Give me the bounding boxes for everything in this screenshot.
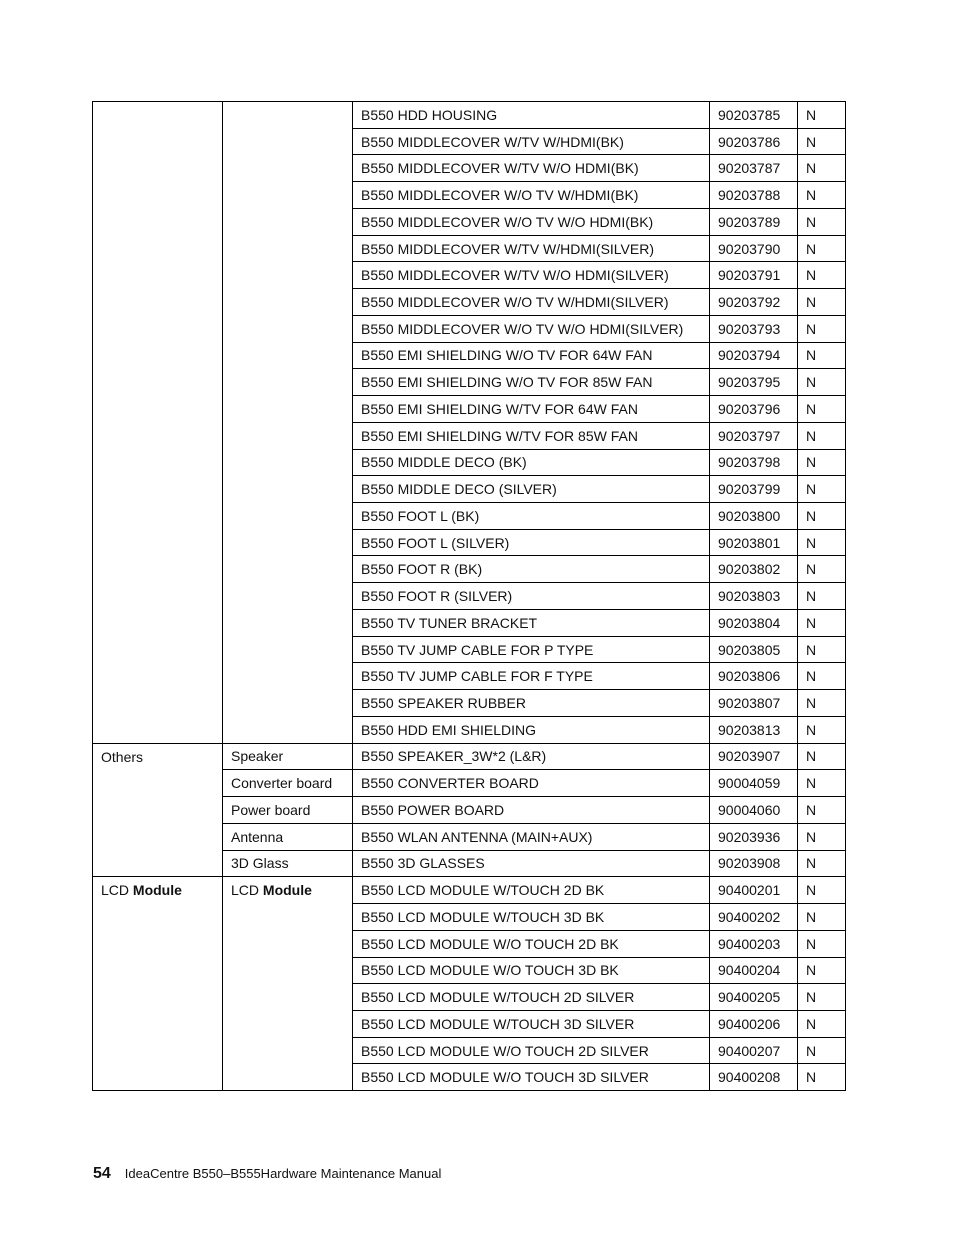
part-description: B550 MIDDLECOVER W/TV W/HDMI(SILVER) <box>353 235 710 262</box>
part-number: 90203804 <box>710 609 798 636</box>
part-description: B550 LCD MODULE W/TOUCH 2D SILVER <box>353 984 710 1011</box>
part-flag: N <box>798 1010 846 1037</box>
part-number: 90400207 <box>710 1037 798 1064</box>
page-number: 54 <box>93 1165 111 1182</box>
part-description: B550 MIDDLECOVER W/O TV W/HDMI(BK) <box>353 182 710 209</box>
category-cell <box>93 877 223 1091</box>
part-description: B550 SPEAKER RUBBER <box>353 690 710 717</box>
part-number: 90203805 <box>710 636 798 663</box>
part-description: B550 3D GLASSES <box>353 850 710 877</box>
part-description: B550 FOOT L (SILVER) <box>353 529 710 556</box>
part-number: 90203789 <box>710 208 798 235</box>
part-number: 90203790 <box>710 235 798 262</box>
part-description: B550 FOOT L (BK) <box>353 503 710 530</box>
manual-title: IdeaCentre B550–B555Hardware Maintenance Manual <box>124 1166 442 1181</box>
part-flag: N <box>798 102 846 129</box>
part-description: B550 FOOT R (SILVER) <box>353 583 710 610</box>
part-description: B550 MIDDLECOVER W/O TV W/HDMI(SILVER) <box>353 289 710 316</box>
part-description: B550 MIDDLECOVER W/O TV W/O HDMI(BK) <box>353 208 710 235</box>
part-number: 90203794 <box>710 342 798 369</box>
part-number: 90203806 <box>710 663 798 690</box>
part-description: B550 MIDDLECOVER W/O TV W/O HDMI(SILVER) <box>353 315 710 342</box>
part-number: 90400208 <box>710 1064 798 1091</box>
subcategory-cell: Converter board <box>223 770 353 797</box>
part-number: 90203796 <box>710 396 798 423</box>
part-flag: N <box>798 503 846 530</box>
part-number: 90203801 <box>710 529 798 556</box>
part-description: B550 LCD MODULE W/TOUCH 3D SILVER <box>353 1010 710 1037</box>
part-description: B550 TV JUMP CABLE FOR P TYPE <box>353 636 710 663</box>
part-description: B550 TV TUNER BRACKET <box>353 609 710 636</box>
part-number: 90203795 <box>710 369 798 396</box>
part-flag: N <box>798 1064 846 1091</box>
part-flag: N <box>798 690 846 717</box>
part-description: B550 POWER BOARD <box>353 797 710 824</box>
subcategory-cell: 3D Glass <box>223 850 353 877</box>
part-flag: N <box>798 128 846 155</box>
part-description: B550 HDD EMI SHIELDING <box>353 716 710 743</box>
part-flag: N <box>798 449 846 476</box>
part-number: 90400203 <box>710 930 798 957</box>
part-number: 90203908 <box>710 850 798 877</box>
part-description: B550 EMI SHIELDING W/TV FOR 64W FAN <box>353 396 710 423</box>
table-row <box>93 743 846 770</box>
part-flag: N <box>798 155 846 182</box>
part-number: 90004059 <box>710 770 798 797</box>
part-number: 90203786 <box>710 128 798 155</box>
part-description: B550 FOOT R (BK) <box>353 556 710 583</box>
part-description: B550 LCD MODULE W/O TOUCH 3D SILVER <box>353 1064 710 1091</box>
part-number: 90203936 <box>710 823 798 850</box>
part-flag: N <box>798 476 846 503</box>
part-description: B550 TV JUMP CABLE FOR F TYPE <box>353 663 710 690</box>
category-cell-blank <box>93 102 223 744</box>
part-flag: N <box>798 957 846 984</box>
category-cell-text: LCD <box>101 882 130 899</box>
part-number: 90203802 <box>710 556 798 583</box>
part-flag: N <box>798 182 846 209</box>
part-description: B550 LCD MODULE W/O TOUCH 2D BK <box>353 930 710 957</box>
part-flag: N <box>798 369 846 396</box>
part-number: 90400201 <box>710 877 798 904</box>
part-flag: N <box>798 583 846 610</box>
part-flag: N <box>798 609 846 636</box>
part-description: B550 SPEAKER_3W*2 (L&R) <box>353 743 710 770</box>
category-cell: Others <box>93 743 223 877</box>
part-description: B550 EMI SHIELDING W/O TV FOR 85W FAN <box>353 369 710 396</box>
part-flag: N <box>798 743 846 770</box>
part-flag: N <box>798 823 846 850</box>
part-number: 90203788 <box>710 182 798 209</box>
subcategory-cell-text: LCD <box>231 882 260 899</box>
part-description: B550 LCD MODULE W/O TOUCH 2D SILVER <box>353 1037 710 1064</box>
part-number: 90203798 <box>710 449 798 476</box>
subcategory-cell: Power board <box>223 797 353 824</box>
part-number: 90203785 <box>710 102 798 129</box>
part-flag: N <box>798 984 846 1011</box>
part-flag: N <box>798 850 846 877</box>
part-flag: N <box>798 930 846 957</box>
table-row <box>93 102 846 129</box>
part-flag: N <box>798 1037 846 1064</box>
subcategory-cell: Antenna <box>223 823 353 850</box>
part-number: 90203799 <box>710 476 798 503</box>
part-description: B550 LCD MODULE W/TOUCH 3D BK <box>353 904 710 931</box>
part-number: 90203791 <box>710 262 798 289</box>
part-number: 90203807 <box>710 690 798 717</box>
part-number: 90203787 <box>710 155 798 182</box>
part-flag: N <box>798 529 846 556</box>
part-flag: N <box>798 262 846 289</box>
part-number: 90203907 <box>710 743 798 770</box>
part-flag: N <box>798 208 846 235</box>
part-flag: N <box>798 904 846 931</box>
part-description: B550 WLAN ANTENNA (MAIN+AUX) <box>353 823 710 850</box>
part-flag: N <box>798 235 846 262</box>
part-number: 90203792 <box>710 289 798 316</box>
part-flag: N <box>798 770 846 797</box>
table-row <box>93 877 846 904</box>
part-description: B550 LCD MODULE W/O TOUCH 3D BK <box>353 957 710 984</box>
part-flag: N <box>798 877 846 904</box>
parts-table-body <box>93 102 846 1091</box>
part-description: B550 EMI SHIELDING W/O TV FOR 64W FAN <box>353 342 710 369</box>
page-footer <box>93 1165 441 1183</box>
part-description: B550 LCD MODULE W/TOUCH 2D BK <box>353 877 710 904</box>
part-flag: N <box>798 797 846 824</box>
part-description: B550 CONVERTER BOARD <box>353 770 710 797</box>
part-flag: N <box>798 636 846 663</box>
subcategory-cell: Speaker <box>223 743 353 770</box>
part-number: 90203797 <box>710 422 798 449</box>
parts-table <box>92 101 846 1091</box>
part-flag: N <box>798 289 846 316</box>
part-flag: N <box>798 315 846 342</box>
part-number: 90203803 <box>710 583 798 610</box>
part-description: B550 MIDDLECOVER W/TV W/O HDMI(SILVER) <box>353 262 710 289</box>
subcategory-cell-emphasis: Module <box>262 882 312 899</box>
part-number: 90400202 <box>710 904 798 931</box>
subcategory-cell <box>223 877 353 1091</box>
part-number: 90203813 <box>710 716 798 743</box>
part-description: B550 HDD HOUSING <box>353 102 710 129</box>
part-flag: N <box>798 422 846 449</box>
part-flag: N <box>798 396 846 423</box>
part-flag: N <box>798 556 846 583</box>
part-number: 90203793 <box>710 315 798 342</box>
part-number: 90400205 <box>710 984 798 1011</box>
subcategory-cell-blank <box>223 102 353 744</box>
part-description: B550 MIDDLECOVER W/TV W/O HDMI(BK) <box>353 155 710 182</box>
part-number: 90203800 <box>710 503 798 530</box>
part-flag: N <box>798 716 846 743</box>
part-number: 90004060 <box>710 797 798 824</box>
part-description: B550 MIDDLE DECO (SILVER) <box>353 476 710 503</box>
part-flag: N <box>798 663 846 690</box>
part-description: B550 EMI SHIELDING W/TV FOR 85W FAN <box>353 422 710 449</box>
part-description: B550 MIDDLECOVER W/TV W/HDMI(BK) <box>353 128 710 155</box>
part-number: 90400206 <box>710 1010 798 1037</box>
part-description: B550 MIDDLE DECO (BK) <box>353 449 710 476</box>
part-number: 90400204 <box>710 957 798 984</box>
part-flag: N <box>798 342 846 369</box>
category-cell-emphasis: Module <box>132 882 182 899</box>
